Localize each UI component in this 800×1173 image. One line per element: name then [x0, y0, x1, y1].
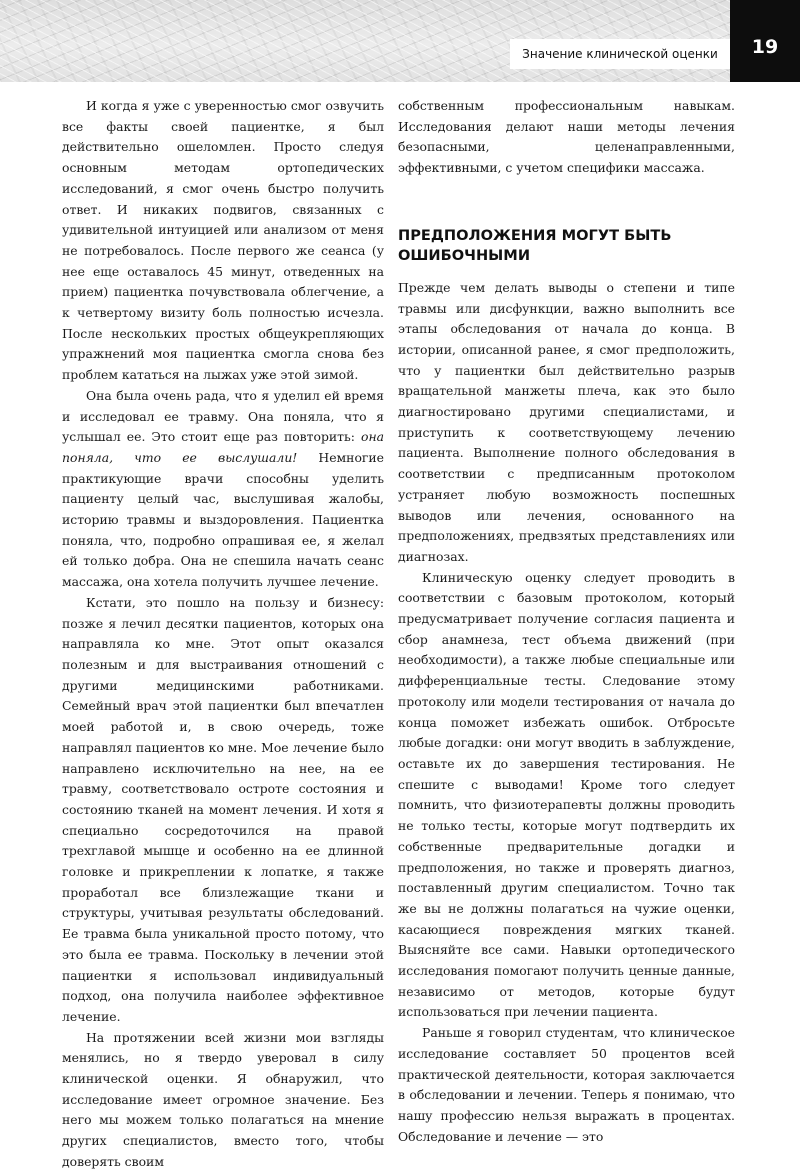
- paragraph-text: Она была очень рада, что я уделил ей время и исследовал ее травму. Она поняла, что я услышал ее. Это стоит еще раз повторить:: [62, 387, 384, 445]
- right-column: [398, 96, 735, 1147]
- running-head-box: [510, 39, 730, 69]
- paragraph: Кстати, это пошло на пользу и бизнесу: позже я лечил десятки пациентов, которых она направляла ко мне. Этот опыт оказался полезным и для выстраивания отношений с другими медицинскими работниками. Семейный врач этой пациентки был впечатлен моей работой и, в свою очередь, тоже направлял пациентов ко мне. Мое лечение было направлено исключительно на нее, на ее травму, соответствовало остроте состояния и состоянию тканей на момент лечения. И хотя я специально сосредоточился на правой трехглавой мышце и особенно на ее длинной головке и прикреплении к лопатке, я также проработал все близлежащие ткани и структуры, учитывая результаты обследований. Ее травма была уникальной просто потому, что это была ее травма. Поскольку в лечении этой пациентки я использовал индивидуальный подход, она получила наиболее эффективное лечение.: [62, 594, 384, 1024]
- running-head: Значение клинической оценки: [522, 47, 718, 61]
- paragraph: Раньше я говорил студентам, что клиническое исследование составляет 50 процентов всей практической деятельности, которая заключается в обследовании и лечении. Теперь я понимаю, что нашу профессию нельзя выражать в процентах. Обследование и лечение — это: [398, 1025, 735, 1144]
- paragraph: И когда я уже с уверенностью смог озвучить все факты своей пациентке, я был действительно ошеломлен. Просто следуя основным методам ортопедических исследований, я смог очень быстро получить ответ. И никаких подвигов, связанных с удивительной интуицией или анализом от меня не потребовалось. После первого же сеанса (у нее еще оставалось 45 минут, отведенных на прием) пациентка почувствовала облегчение, а к четвертому визиту боль полностью исчезла. После нескольких простых общеукрепляющих упражнений моя пациентка смогла снова без проблем кататься на лыжах уже этой зимой.: [62, 98, 384, 383]
- paragraph: Клиническую оценку следует проводить в соответствии с базовым протоколом, который предусматривает получение согласия пациента и сбор анамнеза, тест объема движений (при необходимости), а также любые специальные или дифференциальные тесты. Следование этому протоколу или модели тестирования от начала до конца поможет избежать ошибок. Отбросьте любые догадки: они могут вводить в заблуждение, оставьте их до завершения тестирования. Не спешите с выводами! Кроме того следует помнить, что физиотерапевты должны проводить не только тесты, которые могут подтвердить их собственные предварительные догадки и предположения, но также и проверять диагноз, поставленный другим специалистом. Точно так же вы не должны полагаться на чужие оценки, касающиеся повреждения мягких тканей. Выясняйте все сами. Навыки ортопедического исследования помогают получить ценные данные, независимо от методов, которые будут использоваться при лечении пациента.: [398, 569, 735, 1020]
- paragraph: [62, 386, 384, 593]
- section-heading: ПРЕДПОЛОЖЕНИЯ МОГУТ БЫТЬ ОШИБОЧНЫМИ: [398, 226, 672, 264]
- page-number-box: [730, 0, 800, 82]
- emphasized-text: она поняла, что ее выслушали!: [62, 429, 384, 465]
- page-number: 19: [751, 36, 779, 58]
- left-column: [62, 96, 384, 1173]
- paragraph: Прежде чем делать выводы о степени и типе травмы или дисфункции, важно выполнить все этапы обследования от начала до конца. В истории, описанной ранее, я смог предположить, что у пациентки был действительно разрыв вращательной манжеты плеча, как это было диагностировано другими специалистами, и приступить к соответствующему лечению пациента. Выполнение полного обследования в соответствии с предписанным протоколом устраняет любую возможность поспешных выводов или лечения, основанного на предположениях, предвзятых представлениях или диагнозах.: [398, 279, 735, 564]
- paragraph-text: Немногие практикующие врачи способны уделить пациенту целый час, выслушивая жалобы, историю травмы и выздоровления. Пациентка поняла, что, подробно опрашивая ее, я желал ей только добра. Она не спешила начать сеанс массажа, она хотела получить лучшее лечение.: [62, 449, 384, 590]
- paragraph-continued: собственным профессиональным навыкам. Исследования делают наши методы лечения безопасными, целенаправленными, эффективными, с учетом специфики массажа.: [398, 98, 735, 176]
- paragraph: На протяжении всей жизни мои взгляды менялись, но я твердо уверовал в силу клинической оценки. Я обнаружил, что исследование имеет огромное значение. Без него мы можем только полагаться на мнение других специалистов, вместо того, чтобы доверять своим: [62, 1029, 384, 1169]
